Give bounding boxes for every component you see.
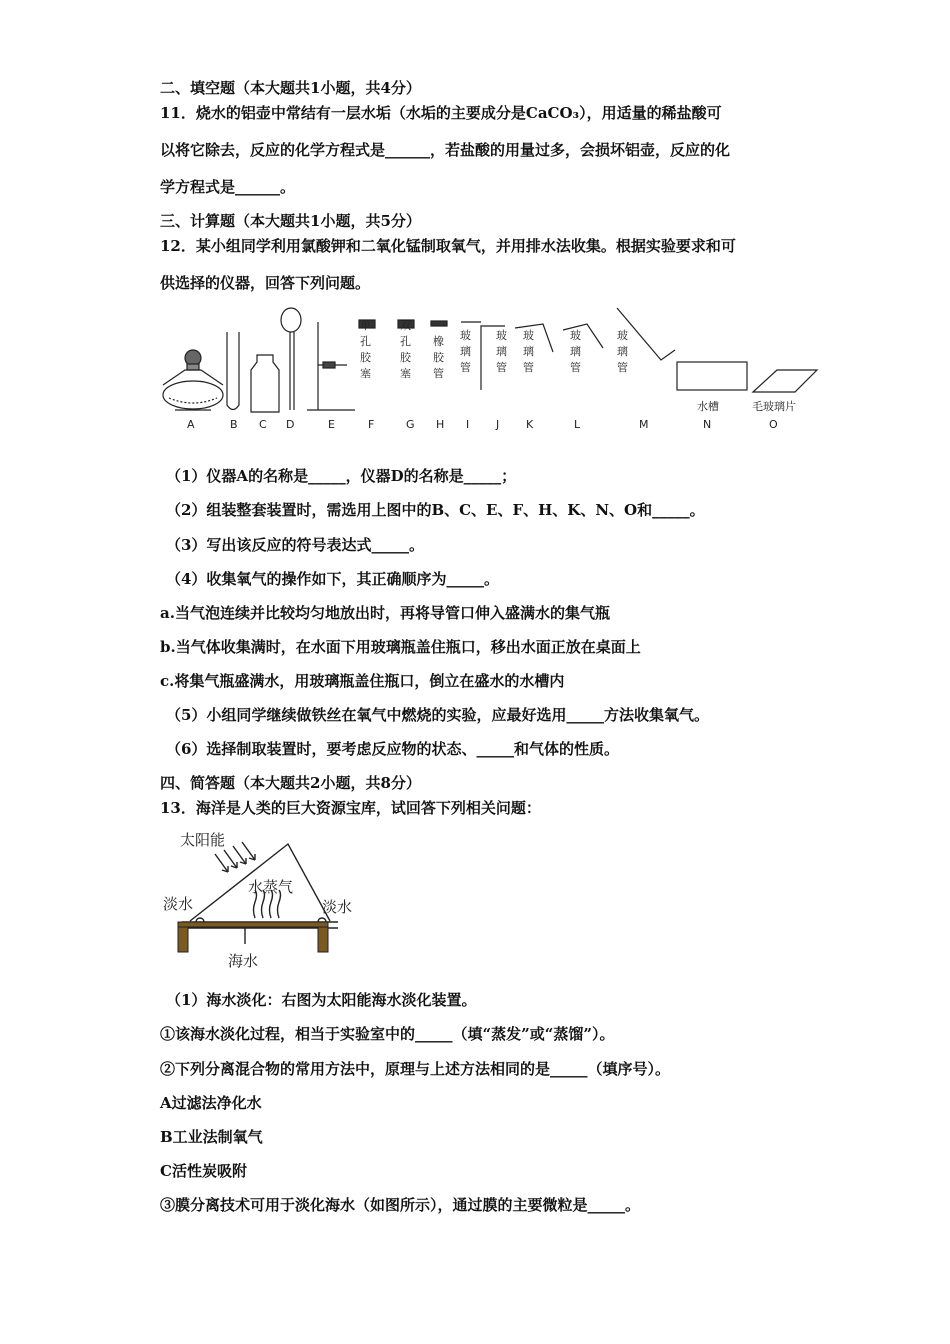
q12-sub3: （3）写出该反应的符号表达式_____。 bbox=[166, 536, 424, 554]
q12-sub6: （6）选择制取装置时，要考虑反应物的状态、_____和气体的性质。 bbox=[166, 740, 619, 758]
letter-m: M bbox=[639, 418, 649, 431]
apparatus-h-image bbox=[431, 321, 447, 326]
section-heading-fill: 二、填空题（本大题共1小题，共4分） bbox=[160, 79, 421, 97]
apparatus-e-image bbox=[307, 322, 355, 410]
q12-line2: 供选择的仪器，回答下列问题。 bbox=[160, 274, 371, 292]
apparatus-n-image bbox=[677, 362, 747, 390]
q12-line1: 12．某小组同学利用氯酸钾和二氧化锰制取氧气，并用排水法收集。根据实验要求和可 bbox=[160, 237, 736, 255]
q11-line3: 学方程式是______。 bbox=[160, 178, 296, 196]
q13-option-c: C活性炭吸附 bbox=[160, 1162, 247, 1180]
apparatus-c-image bbox=[251, 355, 279, 412]
letter-e: E bbox=[328, 418, 335, 431]
q12-sub2: （2）组装整套装置时，需选用上图中的B、C、E、F、H、K、N、O和_____。 bbox=[166, 501, 705, 519]
letter-a: A bbox=[187, 418, 195, 431]
q12-option-b: b.当气体收集满时，在水面下用玻璃瓶盖住瓶口，移出水面正放在桌面上 bbox=[160, 638, 641, 656]
letter-i: I bbox=[466, 418, 470, 431]
label-m: 玻 璃 管 bbox=[617, 329, 628, 374]
q11-line1: 11．烧水的铝壶中常结有一层水垢（水垢的主要成分是CaCO₃），用适量的稀盐酸可 bbox=[160, 104, 722, 122]
label-fresh-left: 淡水 bbox=[163, 895, 194, 913]
q13-item3: ③膜分离技术可用于淡化海水（如图所示），通过膜的主要微粒是_____。 bbox=[160, 1196, 641, 1214]
label-sea: 海水 bbox=[228, 952, 259, 970]
letter-f: F bbox=[368, 418, 375, 431]
apparatus-b-image bbox=[227, 332, 239, 410]
letter-g: G bbox=[406, 418, 415, 431]
q13-item1: ①该海水淡化过程，相当于实验室中的_____（填“蒸发”或“蒸馏”）。 bbox=[160, 1025, 615, 1043]
q13-item2: ②下列分离混合物的常用方法中，原理与上述方法相同的是_____（填序号）。 bbox=[160, 1060, 671, 1078]
apparatus-o-image bbox=[753, 370, 817, 392]
letter-o: O bbox=[769, 418, 778, 431]
apparatus-l-image bbox=[563, 324, 603, 348]
q12-sub4: （4）收集氧气的操作如下，其正确顺序为_____。 bbox=[166, 570, 499, 588]
letter-c: C bbox=[259, 418, 267, 431]
q13-option-a: A过滤法净化水 bbox=[160, 1094, 262, 1112]
q13-line1: 13．海洋是人类的巨大资源宝库，试回答下列相关问题： bbox=[160, 799, 541, 817]
apparatus-figure bbox=[155, 300, 825, 440]
section-heading-short: 四、简答题（本大题共2小题，共8分） bbox=[160, 774, 421, 792]
letter-n: N bbox=[703, 418, 712, 431]
label-i: 玻 璃 管 bbox=[460, 329, 471, 374]
q12-option-c: c.将集气瓶盛满水，用玻璃瓶盖住瓶口，倒立在盛水的水槽内 bbox=[160, 672, 565, 690]
apparatus-d-image bbox=[281, 308, 301, 410]
letter-l: L bbox=[574, 418, 581, 431]
q13-option-b: B工业法制氧气 bbox=[160, 1128, 263, 1146]
label-h: 橡 胶 管 bbox=[433, 335, 444, 380]
section-heading-calc: 三、计算题（本大题共1小题，共5分） bbox=[160, 212, 421, 230]
letter-j: J bbox=[496, 418, 500, 431]
letter-k: K bbox=[526, 418, 534, 431]
label-n: 水槽 bbox=[697, 400, 719, 413]
label-fresh-right: 淡水 bbox=[322, 898, 353, 916]
label-g: 双 孔 胶 塞 bbox=[400, 319, 411, 380]
letter-h: H bbox=[436, 418, 445, 431]
label-l: 玻 璃 管 bbox=[570, 329, 581, 374]
q11-line2: 以将它除去，反应的化学方程式是______，若盐酸的用量过多，会损坏铝壶，反应的化 bbox=[160, 141, 731, 159]
q12-option-a: a.当气泡连续并比较均匀地放出时，再将导管口伸入盛满水的集气瓶 bbox=[160, 604, 610, 622]
label-o: 毛玻璃片 bbox=[752, 400, 796, 413]
q12-sub1: （1）仪器A的名称是_____，仪器D的名称是_____； bbox=[166, 467, 517, 485]
apparatus-k-image bbox=[515, 324, 553, 352]
label-f: 单 孔 胶 塞 bbox=[360, 319, 371, 380]
letter-d: D bbox=[286, 418, 295, 431]
label-vapor: 水蒸气 bbox=[248, 878, 294, 896]
letter-b: B bbox=[230, 418, 238, 431]
q12-sub5: （5）小组同学继续做铁丝在氧气中燃烧的实验，应最好选用_____方法收集氧气。 bbox=[166, 706, 709, 724]
label-j: 玻 璃 管 bbox=[496, 329, 507, 374]
label-k: 玻 璃 管 bbox=[523, 329, 534, 374]
apparatus-a-image bbox=[163, 350, 223, 410]
q13-sub1: （1）海水淡化：右图为太阳能海水淡化装置。 bbox=[166, 991, 477, 1009]
label-sun: 太阳能 bbox=[180, 831, 226, 849]
